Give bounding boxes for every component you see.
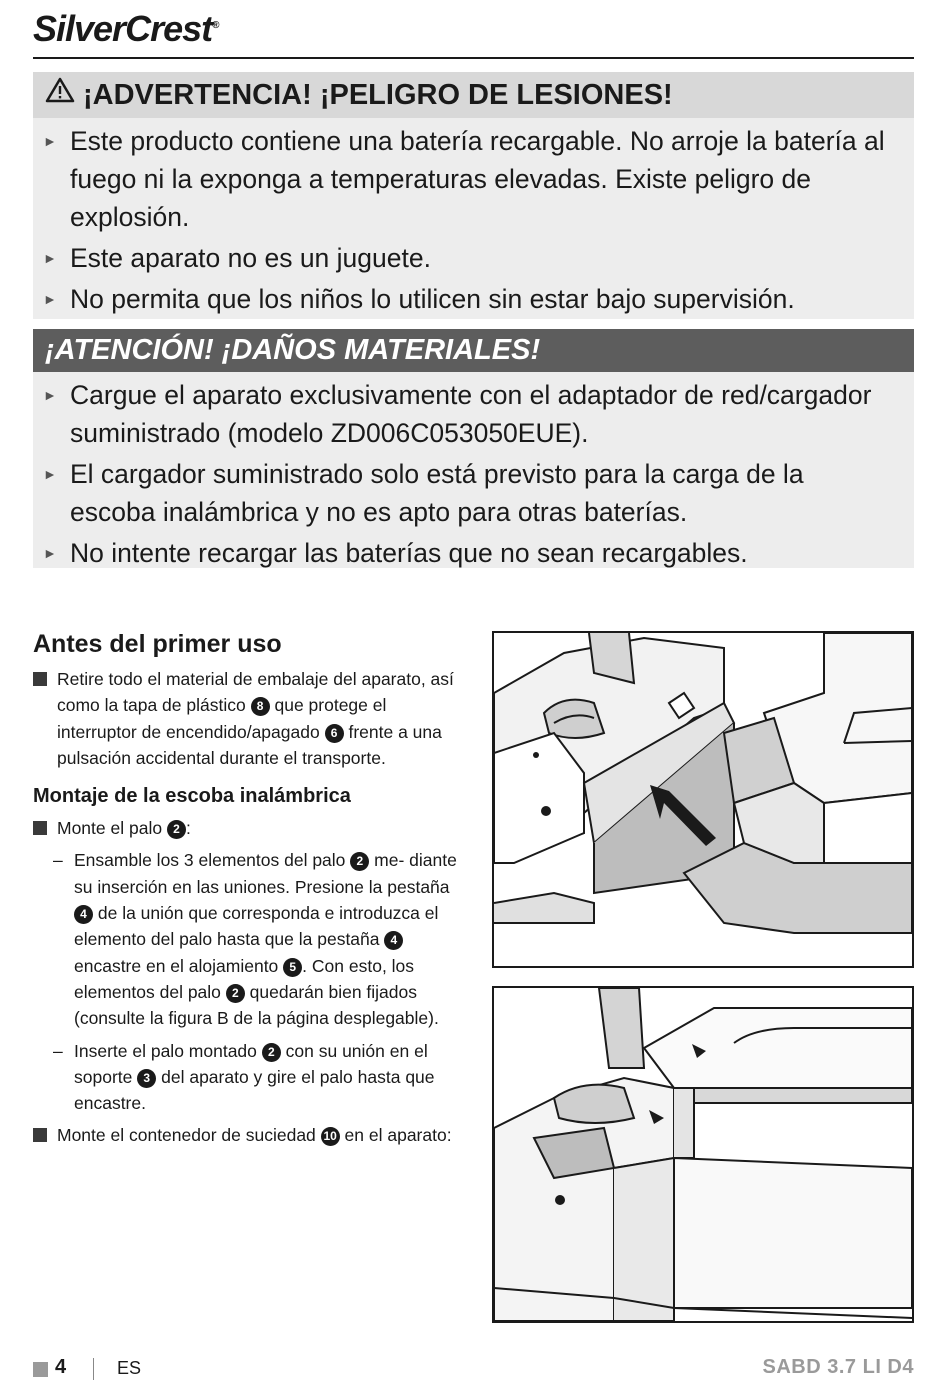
part-number-badge: 8 [251,697,270,716]
attention-item: ► Cargue el aparato exclusivamente con el adaptador de red/cargador suministrado (modelo ZD006C053050EUE). [70,376,894,452]
bullet-arrow-icon: ► [43,250,57,266]
warning-heading: ¡ADVERTENCIA! ¡PELIGRO DE LESIONES! [33,72,914,118]
footer-square-icon [33,1362,48,1377]
bullet-arrow-icon: ► [43,545,57,561]
model-number: SABD 3.7 LI D4 [762,1356,914,1378]
figure-dust-container-insertion [492,631,914,968]
attention-item: ► El cargador suministrado solo está previsto para la carga de la escoba inalámbrica y no es apto para otras baterías. [70,455,894,531]
part-number-badge: 6 [325,724,344,743]
section-heading-before-use: Antes del primer uso [33,630,282,658]
part-number-badge: 5 [283,958,302,977]
warning-item: ► No permita que los niños lo utilicen sin estar bajo supervisión. [70,280,894,318]
part-number-badge: 2 [350,852,369,871]
square-bullet-icon [33,821,47,835]
part-number-badge: 4 [74,905,93,924]
instruction-substep: – Ensamble los 3 elementos del palo 2 me- diante su inserción en las uniones. Presione la pestaña 4 de la unión que corresponda e introduzca el elemento del palo hasta que la pestaña 4 encastre en el alojamiento 5 . Con esto, los elementos del palo 2 quedarán bien fijados (consulte la figura B de la página desplegable). [53,850,457,1029]
attention-heading: ¡ATENCIÓN! ¡DAÑOS MATERIALES! [33,329,914,372]
warning-box [33,72,914,319]
square-bullet-icon [33,1128,47,1142]
part-number-badge: 2 [167,820,186,839]
attention-box [33,329,914,568]
instruction-paragraph: Monte el contenedor de suciedad 10 en el aparato: [33,1122,468,1148]
brand-logo: SilverCrest® [33,8,219,49]
footer-divider [93,1358,94,1380]
part-number-badge: 4 [384,931,403,950]
warning-triangle-icon [45,71,75,117]
part-number-badge: 10 [321,1127,340,1146]
part-number-badge: 3 [137,1069,156,1088]
bullet-arrow-icon: ► [43,133,57,149]
page-number: 4 [55,1356,67,1378]
square-bullet-icon [33,672,47,686]
bullet-arrow-icon: ► [43,291,57,307]
part-number-badge: 2 [262,1043,281,1062]
section-heading-assembly: Montaje de la escoba inalámbrica [33,785,351,808]
bullet-arrow-icon: ► [43,387,57,403]
attention-item: ► No intente recargar las baterías que no sean recargables. [70,534,894,572]
bullet-arrow-icon: ► [43,466,57,482]
instruction-paragraph: Retire todo el material de embalaje del aparato, así como la tapa de plástico 8 que protege el interruptor de encendido/apagado 6 frente a una pulsación accidental durante el transporte. [33,666,468,771]
figure-dust-container-attached [492,986,914,1323]
part-number-badge: 2 [226,984,245,1003]
instruction-paragraph: Monte el palo 2 : [33,815,468,841]
header-rule [33,57,914,59]
page-footer [33,1356,914,1386]
instructions-column [33,622,468,1155]
language-code: ES [117,1358,142,1378]
warning-item: ► Este producto contiene una batería recargable. No arroje la batería al fuego ni la exponga a temperaturas elevadas. Existe peligro de explosión. [70,122,894,236]
instruction-substep: – Inserte el palo montado 2 con su unión en el soporte 3 del aparato y gire el palo hasta que encastre. [53,1040,435,1114]
warning-item: ► Este aparato no es un juguete. [70,239,894,277]
